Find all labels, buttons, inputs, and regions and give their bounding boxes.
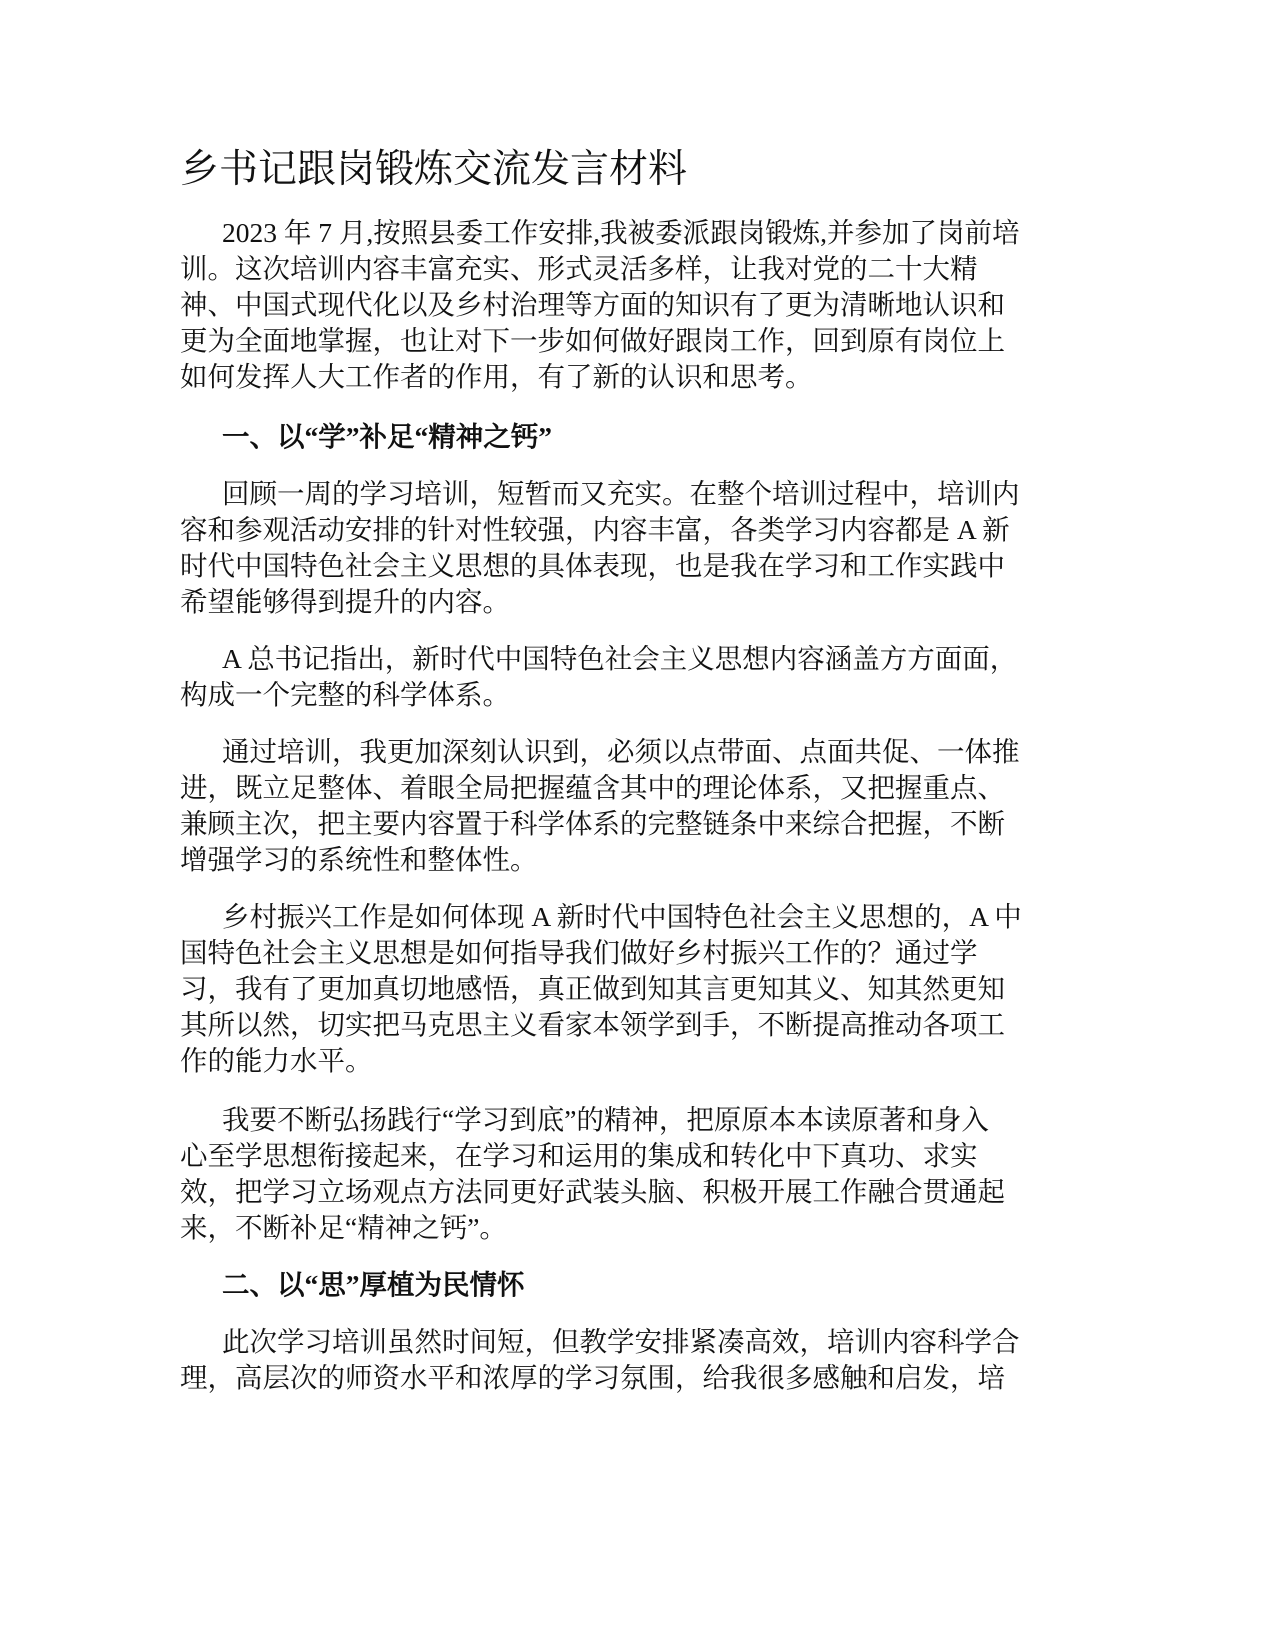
paragraph-line: A 总书记指出，新时代中国特色社会主义思想内容涵盖方方面面， [222, 643, 1018, 674]
paragraph-line: 容和参观活动安排的针对性较强，内容丰富，各类学习内容都是 A 新 [180, 514, 1010, 545]
paragraph [180, 1324, 1060, 1396]
paragraph [180, 734, 1060, 878]
paragraph-line: 作的能力水平。 [180, 1045, 373, 1076]
paragraph-line: 效，把学习立场观点方法同更好武装头脑、积极开展工作融合贯通起 [180, 1176, 1005, 1207]
paragraph-line: 来，不断补足“精神之钙”。 [180, 1212, 507, 1243]
paragraph-line: 兼顾主次，把主要内容置于科学体系的完整链条中来综合把握，不断 [180, 808, 1005, 839]
paragraph-line: 更为全面地掌握，也让对下一步如何做好跟岗工作，回到原有岗位上 [180, 325, 1005, 356]
paragraph-line: 我要不断弘扬践行“学习到底”的精神，把原原本本读原著和身入 [222, 1104, 989, 1135]
paragraph-line: 心至学思想衔接起来，在学习和运用的集成和转化中下真功、求实 [180, 1140, 978, 1171]
paragraph-line: 神、中国式现代化以及乡村治理等方面的知识有了更为清晰地认识和 [180, 289, 1005, 320]
paragraph-intro [180, 215, 1060, 395]
paragraph-line: 此次学习培训虽然时间短，但教学安排紧凑高效，培训内容科学合 [222, 1326, 1020, 1357]
document-title: 乡书记跟岗锻炼交流发言材料 [180, 148, 688, 191]
paragraph-line: 其所以然，切实把马克思主义看家本领学到手，不断提高推动各项工 [180, 1009, 1005, 1040]
paragraph-line: 国特色社会主义思想是如何指导我们做好乡村振兴工作的？通过学 [180, 937, 978, 968]
paragraph [180, 641, 1060, 713]
paragraph-line: 时代中国特色社会主义思想的具体表现，也是我在学习和工作实践中 [180, 550, 1005, 581]
paragraph-line: 如何发挥人大工作者的作用，有了新的认识和思考。 [180, 361, 813, 392]
paragraph-line: 乡村振兴工作是如何体现 A 新时代中国特色社会主义思想的，A 中 [222, 901, 1022, 932]
paragraph-line: 习，我有了更加真切地感悟，真正做到知其言更知其义、知其然更知 [180, 973, 1005, 1004]
paragraph [180, 476, 1060, 620]
paragraph-line: 理，高层次的师资水平和浓厚的学习氛围，给我很多感触和启发，培 [180, 1362, 1005, 1393]
paragraph [180, 899, 1060, 1079]
paragraph-line: 2023 年 7 月,按照县委工作安排,我被委派跟岗锻炼,并参加了岗前培 [222, 217, 1020, 248]
paragraph-line: 训。这次培训内容丰富充实、形式灵活多样，让我对党的二十大精 [180, 253, 978, 284]
section-heading-2: 二、以“思”厚植为民情怀 [222, 1269, 525, 1300]
section-heading-1: 一、以“学”补足“精神之钙” [222, 421, 552, 452]
paragraph-line: 增强学习的系统性和整体性。 [180, 844, 538, 875]
paragraph-line: 希望能够得到提升的内容。 [180, 586, 510, 617]
paragraph [180, 1102, 1060, 1246]
paragraph-line: 进，既立足整体、着眼全局把握蕴含其中的理论体系，又把握重点、 [180, 772, 1005, 803]
paragraph-line: 通过培训，我更加深刻认识到，必须以点带面、点面共促、一体推 [222, 736, 1020, 767]
paragraph-line: 构成一个完整的科学体系。 [180, 679, 510, 710]
paragraph-line: 回顾一周的学习培训，短暂而又充实。在整个培训过程中，培训内 [222, 478, 1020, 509]
